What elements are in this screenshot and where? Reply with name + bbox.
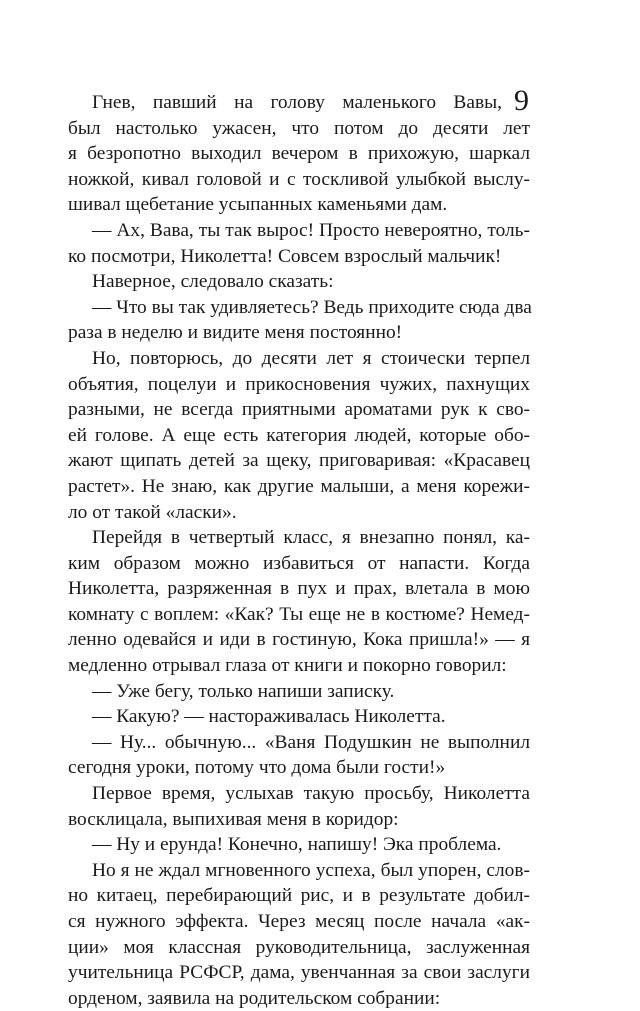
text-line: ленно одевайся и иди в гостиную, Кока пришла!» — я [68, 629, 530, 651]
text-line: ножкой, кивал головой и с тоскливой улыбкой выслу- [68, 168, 530, 190]
text-line: объятия, поцелуи и прикосновения чужих, пахнущих [68, 373, 530, 395]
text-line: был настолько ужасен, что потом до десяти лет [68, 117, 530, 139]
text-line: учительница РСФСР, дама, увенчанная за свои заслуги [68, 962, 530, 984]
text-line: медленно отрывал глаза от книги и покорно говорил: [68, 655, 507, 677]
text-line: Первое время, услыхав такую просьбу, Николетта [92, 783, 530, 805]
text-line: восклицала, выпихивая меня в коридор: [68, 808, 399, 830]
body-text [68, 90, 530, 1011]
text-line: я безропотно выходил вечером в прихожую, шаркал [68, 143, 530, 165]
text-line: ким образом можно избавиться от напасти. Когда [68, 552, 530, 574]
text-line: сегодня уроки, потому что дома были гости!» [68, 757, 446, 779]
text-line: — Какую? — настораживалась Николетта. [92, 706, 446, 728]
text-line: жают щипать детей за щеку, приговаривая: «Красавец [68, 450, 530, 472]
text-line: — Уже бегу, только напиши записку. [92, 680, 395, 702]
text-line: — Что вы так удивляетесь? Ведь приходите сюда два [92, 296, 532, 318]
text-line: ей голове. А еще есть категория людей, которые обо- [68, 424, 530, 446]
page-number: 9 [514, 84, 529, 117]
text-line: разными, не всегда приятными ароматами рук к сво- [68, 399, 530, 421]
text-line: ции» моя классная руководительница, заслуженная [68, 936, 530, 958]
text-line: — Ну и ерунда! Конечно, напишу! Эка проблема. [92, 834, 502, 856]
text-line: ся нужного эффекта. Через месяц после начала «ак- [68, 911, 530, 932]
text-line: но китаец, перебирающий рис, и в результате добил- [68, 885, 530, 907]
text-line: — Ну... обычную... «Ваня Подушкин не выполнил [92, 731, 530, 753]
text-line: растет». Не знаю, как другие малыши, а меня корежи- [68, 475, 530, 497]
text-line: Наверное, следовало сказать: [92, 271, 334, 293]
text-line: ко посмотри, Николетта! Совсем взрослый мальчик! [68, 245, 502, 267]
text-line: Но я не ждал мгновенного успеха, был упорен, слов- [92, 859, 530, 881]
text-line: раза в неделю и видите меня постоянно! [68, 322, 403, 344]
text-line: — Ах, Вава, ты так вырос! Просто невероятно, толь- [92, 219, 530, 241]
text-line: шивал щебетание усыпанных каменьями дам. [68, 194, 448, 216]
text-line: ло от такой «ласки». [68, 501, 237, 523]
text-line: Гнев, павший на голову маленького Вавы, [92, 92, 502, 113]
text-line: комнату с воплем: «Как? Ты еще не в костюме? Немед- [68, 603, 530, 625]
text-line: Перейдя в четвертый класс, я внезапно понял, ка- [92, 527, 530, 549]
text-line: Николетта, разряженная в пух и прах, влетала в мою [68, 578, 530, 600]
text-line: орденом, заявила на родительском собрании: [68, 987, 441, 1009]
text-line: Но, повторюсь, до десяти лет я стоически терпел [92, 347, 530, 369]
